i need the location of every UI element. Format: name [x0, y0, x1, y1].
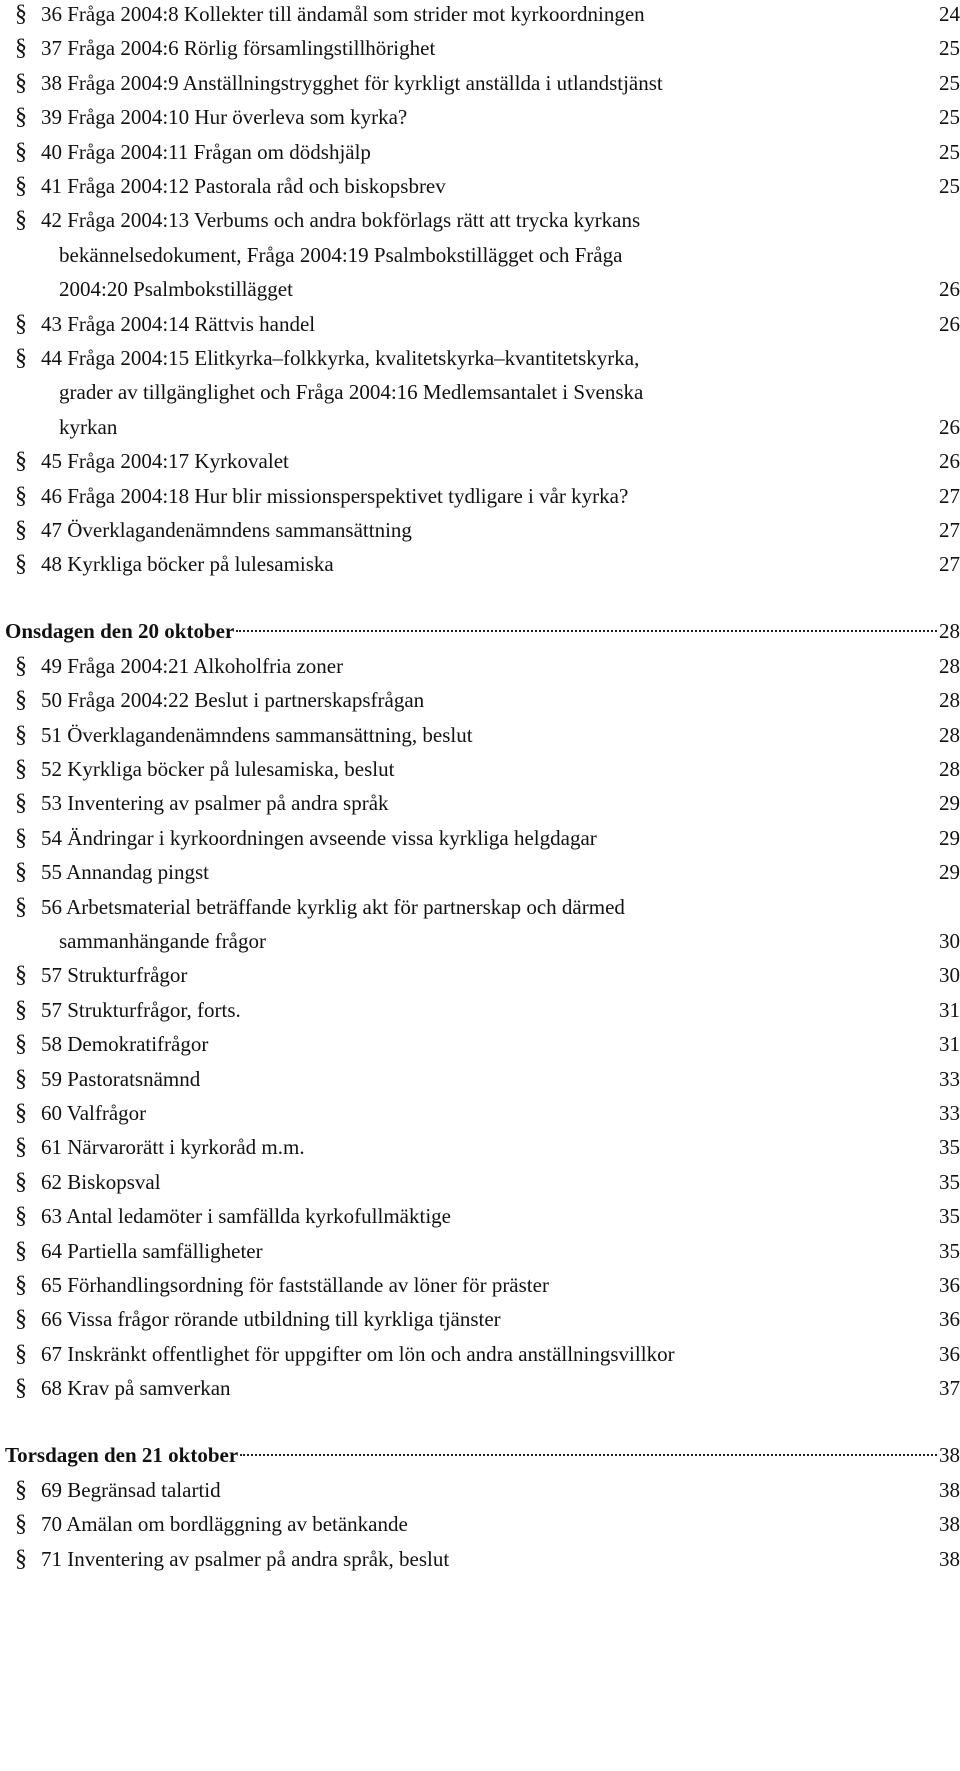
section-heading-title: Torsdagen den 21 oktober [5, 1443, 239, 1468]
section-sign-icon: § [15, 1, 27, 27]
page-number: 36 [939, 1273, 960, 1298]
page-number: 38 [939, 1512, 960, 1537]
section-sign-icon: § [15, 687, 27, 714]
toc-entry-title: 43 Fråga 2004:14 Rättvis handel [41, 311, 316, 336]
toc-entry [0, 1030, 960, 1064]
dot-leader [236, 612, 937, 632]
section-sign-icon: § [15, 1065, 27, 1092]
toc-entry [0, 1340, 960, 1374]
toc-entry-title: 55 Annandag pingst [41, 860, 209, 885]
page-number: 26 [939, 311, 960, 336]
section-sign-icon: § [15, 859, 27, 886]
section-sign-icon: § [15, 824, 27, 851]
toc-entry [0, 310, 960, 344]
page-number: 27 [939, 483, 960, 508]
toc-entry [0, 1374, 960, 1408]
toc-entry [0, 516, 960, 550]
section-sign-icon: § [15, 517, 27, 543]
toc-entry [0, 686, 960, 720]
toc-entry [0, 1065, 960, 1099]
page-number: 28 [939, 757, 960, 782]
section-heading-title: Onsdagen den 20 oktober [5, 619, 235, 644]
page-number: 25 [939, 105, 960, 130]
toc-entry [0, 1168, 960, 1202]
section-sign-icon: § [15, 551, 27, 578]
toc-entry-title: 58 Demokratifrågor [41, 1032, 209, 1057]
toc-entry [0, 755, 960, 789]
toc-entry [0, 482, 960, 516]
toc-entry-title: 47 Överklagandenämndens sammansättning [41, 518, 412, 542]
section-sign-icon: § [15, 1168, 27, 1195]
section-sign-icon: § [15, 1134, 27, 1161]
page-number: 29 [939, 860, 960, 885]
toc-entry [0, 138, 960, 172]
section-sign-icon: § [15, 69, 27, 96]
toc-entry-title: 59 Pastoratsnämnd [41, 1066, 201, 1091]
toc-entry-title: 70 Amälan om bordläggning av betänkande [41, 1512, 408, 1537]
toc-entry-title: 64 Partiella samfälligheter [41, 1238, 263, 1263]
page-number: 35 [939, 1135, 960, 1160]
section-sign-icon: § [15, 345, 27, 371]
page-number: 35 [939, 1204, 960, 1229]
page-number: 38 [939, 1477, 960, 1502]
toc-entry-title: 57 Strukturfrågor [41, 963, 188, 988]
toc-entry-continuation: grader av tillgänglighet och Fråga 2004:16 Medlemsantalet i Svenska [59, 380, 644, 405]
page-number: 26 [939, 449, 960, 474]
section-sign-icon: § [15, 1511, 27, 1538]
section-sign-icon: § [15, 652, 27, 679]
toc-entry-title: 39 Fråga 2004:10 Hur överleva som kyrka? [41, 105, 408, 130]
toc-entry [0, 69, 960, 103]
toc-entry-title: 37 Fråga 2004:6 Rörlig församlingstillhörighet [41, 36, 436, 61]
section-sign-icon: § [15, 721, 27, 748]
section-heading [5, 1441, 960, 1469]
page-number: 33 [939, 1101, 960, 1126]
section-sign-icon: § [15, 756, 27, 783]
toc-entry-title: 68 Krav på samverkan [41, 1376, 231, 1401]
toc-entry-title: 44 Fråga 2004:15 Elitkyrka–folkkyrka, kvalitetskyrka–kvantitetskyrka, [41, 346, 640, 370]
toc-entry [0, 1099, 960, 1133]
toc-entry [0, 1202, 960, 1236]
section-sign-icon: § [15, 996, 27, 1023]
toc-entry [0, 824, 960, 858]
page-number: 29 [939, 791, 960, 816]
page-number: 25 [939, 36, 960, 61]
page-number: 33 [939, 1066, 960, 1091]
section-sign-icon: § [15, 310, 27, 337]
section-sign-icon: § [15, 1476, 27, 1503]
toc-entry-title: 38 Fråga 2004:9 Anställningstrygghet för kyrkligt anställda i utlandstjänst [41, 70, 663, 95]
section-sign-icon: § [15, 1100, 27, 1127]
toc-entry [0, 1237, 960, 1271]
toc-entry [0, 858, 960, 892]
toc-entry-title: 57 Strukturfrågor, forts. [41, 997, 241, 1022]
toc-entry-title: 53 Inventering av psalmer på andra språk [41, 791, 389, 816]
page-number: 28 [939, 653, 960, 678]
toc-entry [0, 652, 960, 686]
section-sign-icon: § [15, 790, 27, 817]
page-number: 35 [939, 1238, 960, 1263]
toc-entry-title: 65 Förhandlingsordning för fastställande av löner för präster [41, 1273, 549, 1298]
toc-entry-title: 67 Inskränkt offentlighet för uppgifter om lön och andra anställningsvillkor [41, 1341, 675, 1366]
page-number: 31 [939, 1032, 960, 1057]
page-number: 27 [939, 552, 960, 577]
page-number: 31 [939, 997, 960, 1022]
page-number: 25 [939, 70, 960, 95]
page-number: 24 [939, 2, 960, 26]
page-number: 26 [939, 277, 960, 302]
page-number: 27 [939, 518, 960, 542]
toc-entry [0, 789, 960, 823]
section-sign-icon: § [15, 104, 27, 131]
page-number: 37 [939, 1376, 960, 1401]
section-sign-icon: § [15, 1031, 27, 1058]
page-number: 26 [939, 414, 960, 439]
toc-entry [0, 0, 960, 34]
section-heading [5, 617, 960, 645]
toc-entry [0, 550, 960, 584]
toc-entry-title: 46 Fråga 2004:18 Hur blir missionsperspektivet tydligare i vår kyrka? [41, 483, 629, 508]
toc-entry-title: 49 Fråga 2004:21 Alkoholfria zoner [41, 653, 344, 678]
page-number: 35 [939, 1169, 960, 1194]
toc-entry-title: 63 Antal ledamöter i samfällda kyrkofullmäktige [41, 1204, 451, 1229]
toc-entry-title: 42 Fråga 2004:13 Verbums och andra bokförlags rätt att trycka kyrkans [41, 208, 641, 233]
toc-entry [0, 893, 960, 962]
section-sign-icon: § [15, 1272, 27, 1299]
toc-entry-title: 40 Fråga 2004:11 Frågan om dödshjälp [41, 139, 371, 164]
page-number: 28 [939, 722, 960, 747]
toc-entry [0, 34, 960, 68]
toc-entry-title: 45 Fråga 2004:17 Kyrkovalet [41, 449, 289, 474]
section-sign-icon: § [15, 35, 27, 62]
toc-entry [0, 1510, 960, 1544]
toc-entry [0, 961, 960, 995]
page-number: 38 [939, 1546, 960, 1571]
toc-entry [0, 1133, 960, 1167]
section-sign-icon: § [15, 448, 27, 475]
toc-entry [0, 996, 960, 1030]
toc-entry [0, 1545, 960, 1579]
toc-entry-title: 61 Närvarorätt i kyrkoråd m.m. [41, 1135, 305, 1160]
toc-entry-title: 54 Ändringar i kyrkoordningen avseende vissa kyrkliga helgdagar [41, 825, 597, 850]
section-sign-icon: § [15, 893, 27, 920]
toc-entry [0, 1476, 960, 1510]
section-sign-icon: § [15, 1340, 27, 1367]
toc-entry-title: 41 Fråga 2004:12 Pastorala råd och biskopsbrev [41, 174, 446, 198]
page-number: 25 [939, 139, 960, 164]
toc-entry-title: 52 Kyrkliga böcker på lulesamiska, beslut [41, 757, 395, 782]
section-sign-icon: § [15, 962, 27, 989]
toc-entry-title: 69 Begränsad talartid [41, 1477, 221, 1502]
toc-entry [0, 172, 960, 206]
toc-entry-title: 71 Inventering av psalmer på andra språk, beslut [41, 1546, 450, 1571]
page-number: 28 [939, 619, 960, 644]
toc-entry-title: 66 Vissa frågor rörande utbildning till kyrkliga tjänster [41, 1307, 501, 1332]
toc-entry-continuation: sammanhängande frågor [59, 929, 266, 954]
toc-entry [0, 1271, 960, 1305]
section-sign-icon: § [15, 1203, 27, 1230]
section-sign-icon: § [15, 173, 27, 199]
toc-entry [0, 447, 960, 481]
toc-entry [0, 206, 960, 309]
toc-entry-continuation: bekännelsedokument, Fråga 2004:19 Psalmbokstillägget och Fråga [59, 242, 623, 267]
section-sign-icon: § [15, 138, 27, 165]
toc-entry-continuation: 2004:20 Psalmbokstillägget [59, 277, 293, 302]
section-sign-icon: § [15, 1375, 27, 1402]
page-number: 25 [939, 174, 960, 198]
toc-entry [0, 721, 960, 755]
page-number: 36 [939, 1307, 960, 1332]
section-sign-icon: § [15, 1545, 27, 1572]
toc-entry-title: 60 Valfrågor [41, 1101, 147, 1126]
page-number: 30 [939, 929, 960, 954]
dot-leader [240, 1436, 937, 1456]
toc-entry-title: 36 Fråga 2004:8 Kollekter till ändamål som strider mot kyrkoordningen [41, 2, 645, 26]
toc-entry-title: 51 Överklagandenämndens sammansättning, beslut [41, 722, 473, 747]
toc-entry-title: 62 Biskopsval [41, 1169, 161, 1194]
toc-entry-title: 50 Fråga 2004:22 Beslut i partnerskapsfrågan [41, 688, 425, 713]
toc-entry-title: 48 Kyrkliga böcker på lulesamiska [41, 552, 334, 577]
section-sign-icon: § [15, 482, 27, 509]
toc-entry [0, 1305, 960, 1339]
page-number: 28 [939, 688, 960, 713]
toc-entry-continuation: kyrkan [59, 414, 118, 439]
page-number: 30 [939, 963, 960, 988]
section-sign-icon: § [15, 1237, 27, 1264]
page-number: 38 [939, 1443, 960, 1468]
page-number: 29 [939, 825, 960, 850]
toc-entry-title: 56 Arbetsmaterial beträffande kyrklig akt för partnerskap och därmed [41, 894, 625, 919]
toc-entry [0, 344, 960, 447]
section-sign-icon: § [15, 207, 27, 234]
page-number: 36 [939, 1341, 960, 1366]
section-sign-icon: § [15, 1306, 27, 1333]
toc-entry [0, 103, 960, 137]
